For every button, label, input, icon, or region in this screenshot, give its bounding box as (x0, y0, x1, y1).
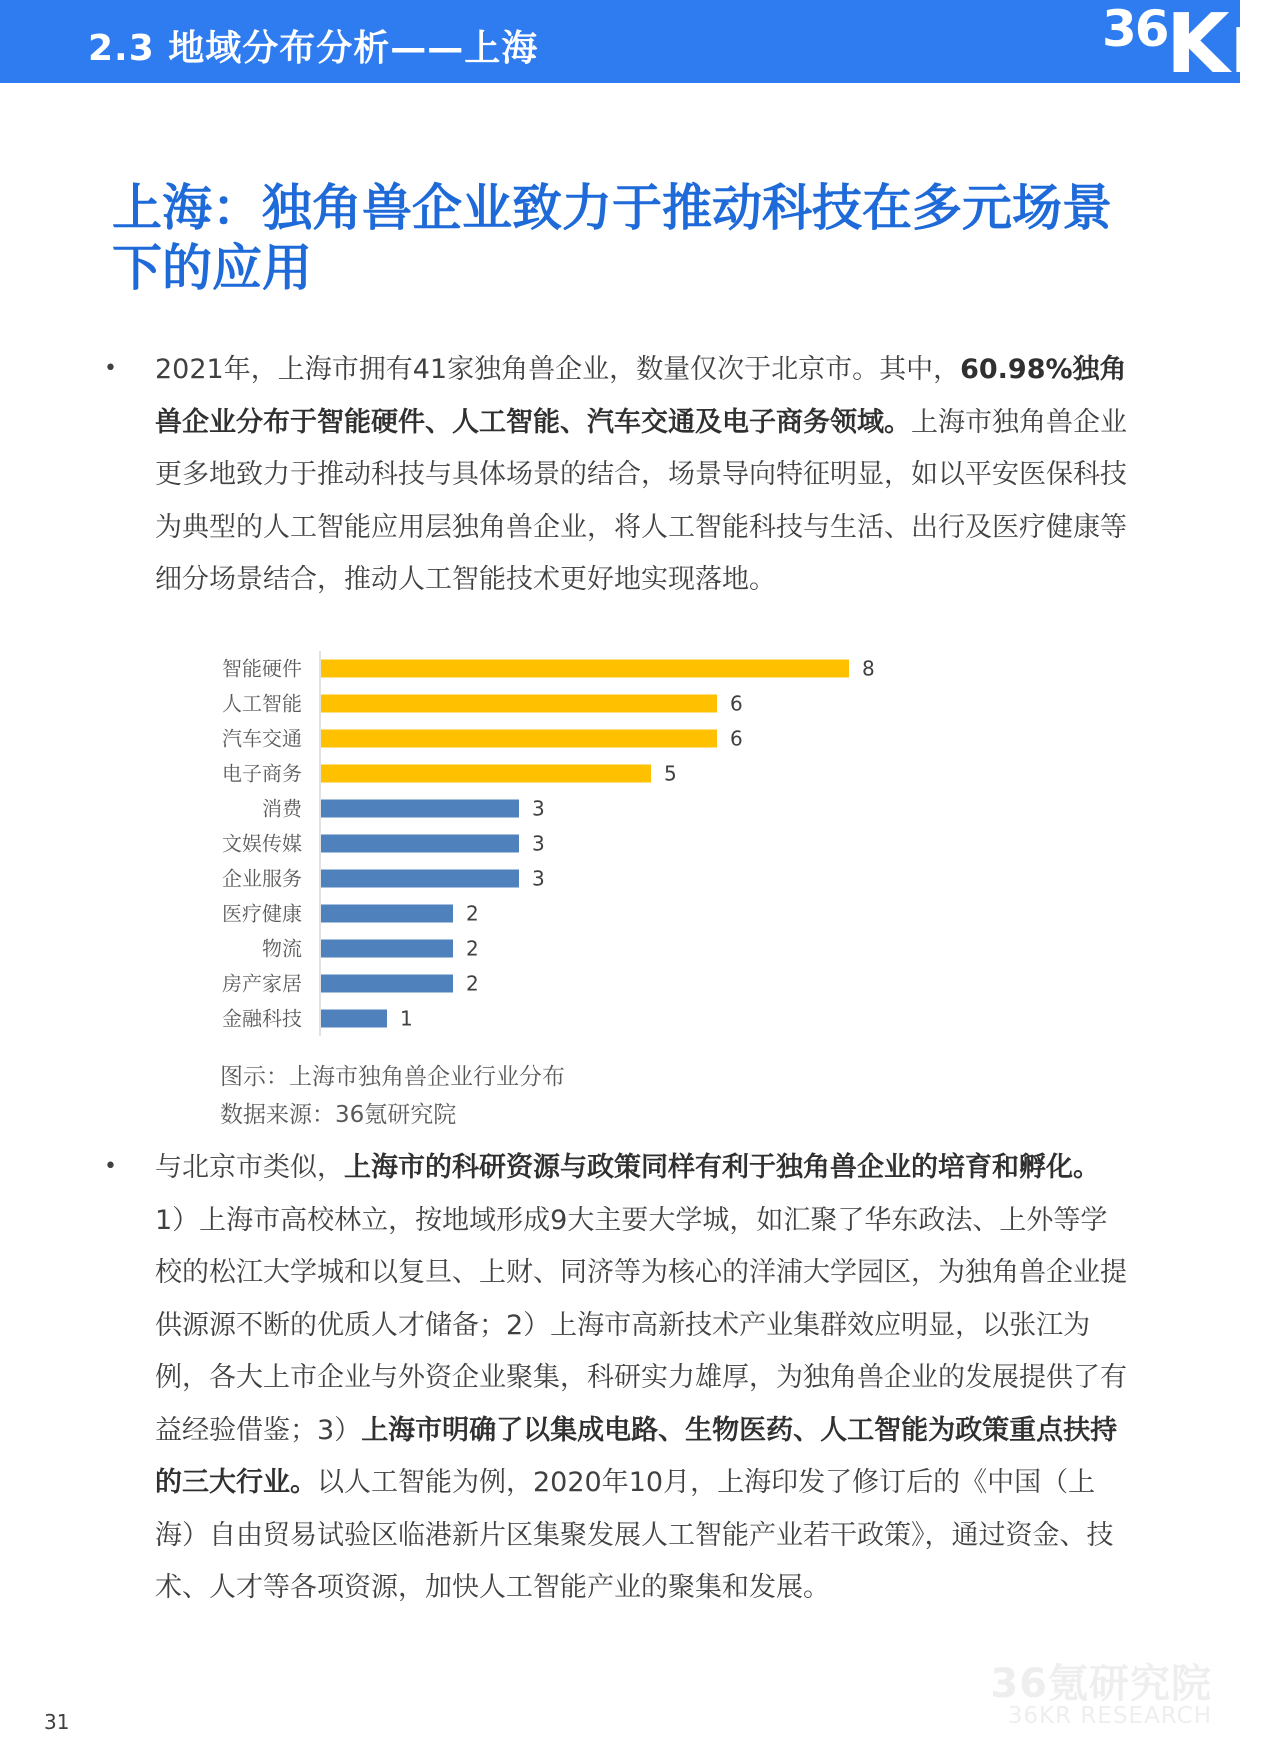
value-label: 8 (862, 656, 875, 681)
category-label: 电子商务 (222, 761, 302, 786)
value-label: 5 (664, 761, 677, 786)
category-label: 智能硬件 (222, 656, 302, 681)
bar (321, 730, 717, 748)
bar-chart (170, 645, 1050, 1040)
bar (321, 765, 651, 783)
watermark-cn: 36氪研究院 (990, 1661, 1212, 1707)
bar (321, 660, 849, 678)
bar (321, 835, 519, 853)
value-label: 3 (532, 796, 545, 821)
header-bar (0, 0, 1270, 92)
bar (321, 940, 453, 958)
bar (321, 1010, 387, 1028)
figure-caption: 图示：上海市独角兽企业行业分布 (220, 1064, 565, 1090)
category-label: 房产家居 (222, 971, 302, 996)
category-label: 文娱传媒 (222, 831, 302, 856)
category-label: 消费 (262, 796, 302, 821)
logo-number: 36 (1102, 0, 1168, 58)
bar (321, 905, 453, 923)
category-label: 人工智能 (222, 691, 302, 716)
category-label: 金融科技 (222, 1006, 302, 1031)
value-label: 3 (532, 831, 545, 856)
bar (321, 870, 519, 888)
category-label: 物流 (262, 936, 302, 961)
paragraph-2-text-3: 以人工智能为例，2020年10月，上海印发了修订后的《中国（上海）自由贸易试验区临港新片区集聚发展人工智能产业若干政策》，通过资金、技术、人才等各项资源，加快人工智能产业的聚集和发展。 (155, 1467, 1114, 1603)
page-title: 上海：独角兽企业致力于推动科技在多元场景下的应用 (112, 179, 1112, 297)
watermark-en: 36KR RESEARCH (1007, 1703, 1212, 1729)
value-label: 2 (466, 936, 479, 961)
section-title: 2.3 地域分布分析——上海 (88, 28, 539, 69)
category-label: 企业服务 (222, 866, 302, 891)
category-label: 医疗健康 (222, 901, 302, 926)
value-label: 1 (400, 1006, 413, 1031)
bar-chart-svg (170, 645, 1050, 1040)
paragraph-1 (155, 344, 1130, 607)
paragraph-2-text-2: 1）上海市高校林立，按地域形成9大主要大学城，如汇聚了华东政法、上外等学校的松江大学城和以复旦、上财、同济等为核心的洋浦大学园区，为独角兽企业提供源源不断的优质人才储备；2）上海市高新技术产业集群效应明显，以张江为例，各大上市企业与外资企业聚集，科研实力雄厚，为独角兽企业的发展提供了有益经验借鉴；3） (155, 1204, 1127, 1446)
bullet-marker: • (104, 1154, 117, 1179)
bullet-marker: • (104, 356, 117, 381)
paragraph-2-text-1: 与北京市类似， (155, 1152, 344, 1183)
paragraph-1-text-2: 上海市独角兽企业更多地致力于推动科技与具体场景的结合，场景导向特征明显，如以平安医保科技为典型的人工智能应用层独角兽企业，将人工智能科技与生活、出行及医疗健康等细分场景结合，推动人工智能技术更好地实现落地。 (155, 406, 1127, 595)
data-source: 数据来源：36氪研究院 (220, 1102, 457, 1128)
bar (321, 800, 519, 818)
paragraph-1-bold-1: 60.98%独角兽企业分布于智能硬件、人工智能、汽车交通及电子商务领域。 (155, 354, 1127, 438)
bar (321, 695, 717, 713)
logo-letters: Kr (1166, 0, 1270, 92)
value-label: 6 (730, 726, 743, 751)
paragraph-2-bold-1: 上海市的科研资源与政策同样有利于独角兽企业的培育和孵化。 (344, 1152, 1100, 1183)
page-number: 31 (44, 1710, 70, 1734)
value-label: 2 (466, 901, 479, 926)
logo (1080, 0, 1270, 92)
category-label: 汽车交通 (222, 726, 302, 751)
paragraph-1-text-1: 2021年，上海市拥有41家独角兽企业，数量仅次于北京市。其中， (155, 354, 961, 385)
value-label: 6 (730, 691, 743, 716)
paragraph-2-bold-2: 上海市明确了以集成电路、生物医药、人工智能为政策重点扶持的三大行业。 (155, 1414, 1118, 1498)
paragraph-2 (155, 1142, 1130, 1615)
value-label: 2 (466, 971, 479, 996)
value-label: 3 (532, 866, 545, 891)
bar (321, 975, 453, 993)
